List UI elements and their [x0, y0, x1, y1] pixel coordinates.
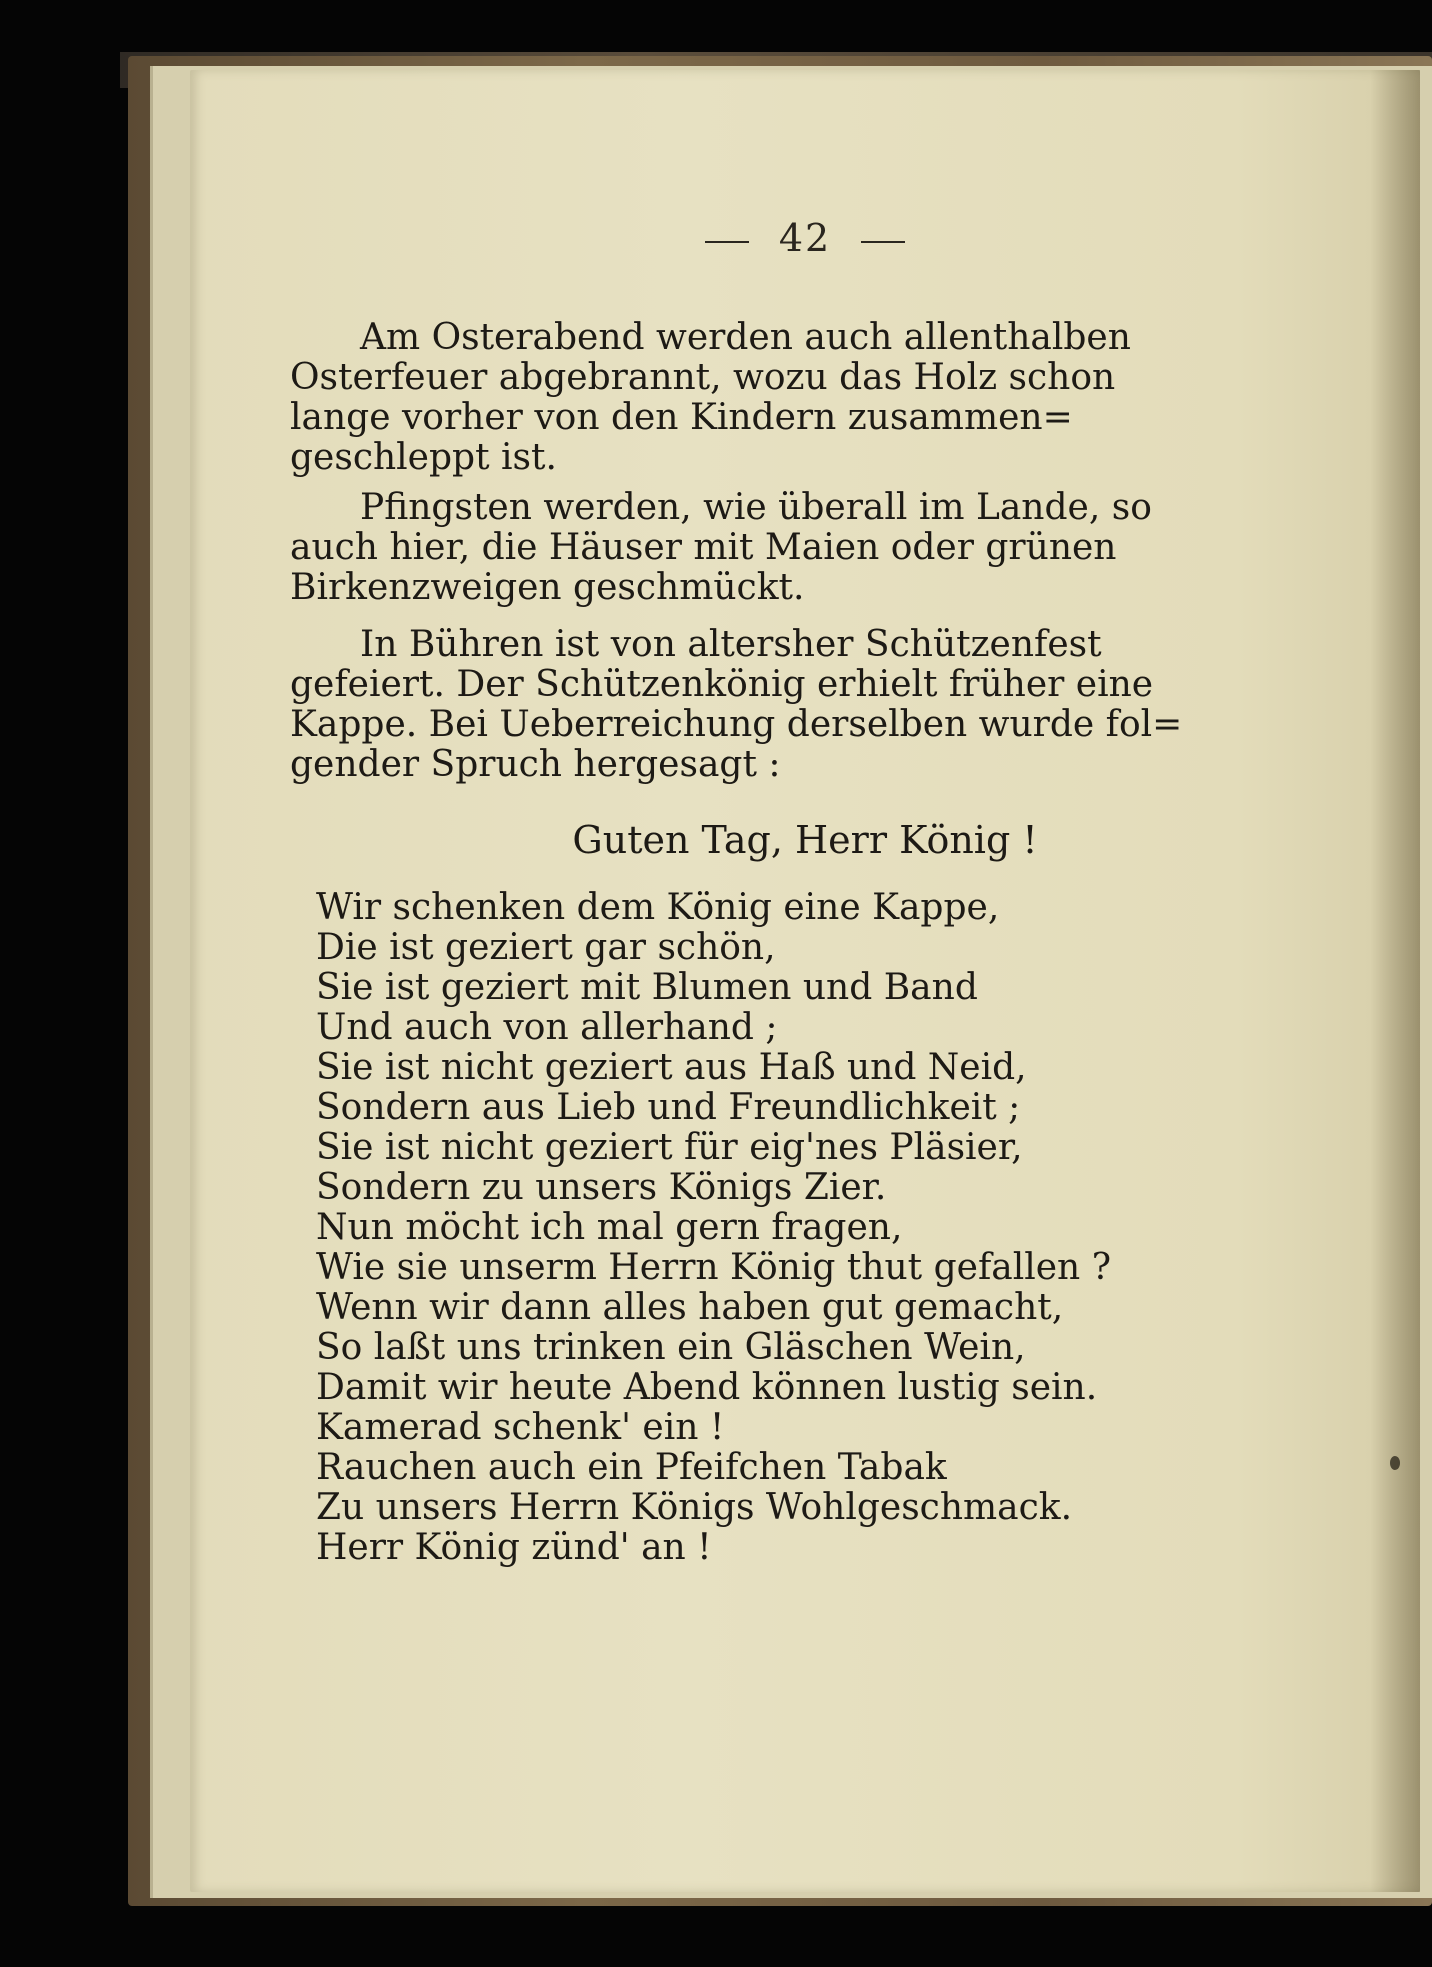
page-number-dash-left: [705, 241, 749, 243]
book-page: [190, 70, 1420, 1892]
paragraph-3-line-2: gefeiert. Der Schützenkönig erhielt früher eine: [290, 664, 1154, 705]
paper-spot: [1390, 1456, 1400, 1470]
verse-line-5: Sie ist nicht geziert aus Haß und Neid,: [316, 1047, 1027, 1088]
verse-line-13: Damit wir heute Abend können lustig sein.: [316, 1367, 1098, 1408]
verse-line-4: Und auch von allerhand ;: [316, 1007, 778, 1048]
verse-line-2: Die ist geziert gar schön,: [316, 927, 776, 968]
verse-line-6: Sondern aus Lieb und Freundlichkeit ;: [316, 1087, 1021, 1128]
verse-line-7: Sie ist nicht geziert für eig'nes Pläsier,: [316, 1127, 1023, 1168]
verse-line-3: Sie ist geziert mit Blumen und Band: [316, 967, 978, 1008]
paragraph-1-line-4: geschleppt ist.: [290, 437, 557, 478]
verse-line-1: Wir schenken dem König eine Kappe,: [316, 887, 1000, 928]
paragraph-1-line-3: lange vorher von den Kindern zusammen=: [290, 397, 1073, 438]
verse-line-9: Nun möcht ich mal gern fragen,: [316, 1207, 903, 1248]
verse-line-16: Zu unsers Herrn Königs Wohlgeschmack.: [316, 1487, 1073, 1528]
paragraph-2-line-3: Birkenzweigen geschmückt.: [290, 567, 805, 608]
verse-line-17: Herr König zünd' an !: [316, 1527, 712, 1568]
paragraph-3-line-3: Kappe. Bei Ueberreichung derselben wurde fol=: [290, 704, 1183, 745]
verse-line-8: Sondern zu unsers Königs Zier.: [316, 1167, 887, 1208]
page-number-dash-right: [861, 241, 905, 243]
page-number: [190, 216, 1420, 260]
paragraph-1-line-1: Am Osterabend werden auch allenthalben: [360, 317, 1131, 358]
paragraph-1-line-2: Osterfeuer abgebrannt, wozu das Holz schon: [290, 357, 1116, 398]
paragraph-3-line-4: gender Spruch hergesagt :: [290, 744, 781, 785]
page-number-value: 42: [778, 216, 832, 260]
paragraph-2-line-1: Pfingsten werden, wie überall im Lande, so: [360, 487, 1152, 528]
verse-line-11: Wenn wir dann alles haben gut gemacht,: [316, 1287, 1064, 1328]
verse-line-15: Rauchen auch ein Pfeifchen Tabak: [316, 1447, 947, 1488]
paragraph-2-line-2: auch hier, die Häuser mit Maien oder grünen: [290, 527, 1117, 568]
verse-line-10: Wie sie unserm Herrn König thut gefallen ?: [316, 1247, 1111, 1288]
paragraph-3-line-1: In Bühren ist von altersher Schützenfest: [360, 624, 1102, 665]
verse-line-14: Kamerad schenk' ein !: [316, 1407, 725, 1448]
verse-title: Guten Tag, Herr König !: [572, 818, 1038, 862]
verse-line-12: So laßt uns trinken ein Gläschen Wein,: [316, 1327, 1026, 1368]
gutter-shadow: [1370, 70, 1420, 1892]
